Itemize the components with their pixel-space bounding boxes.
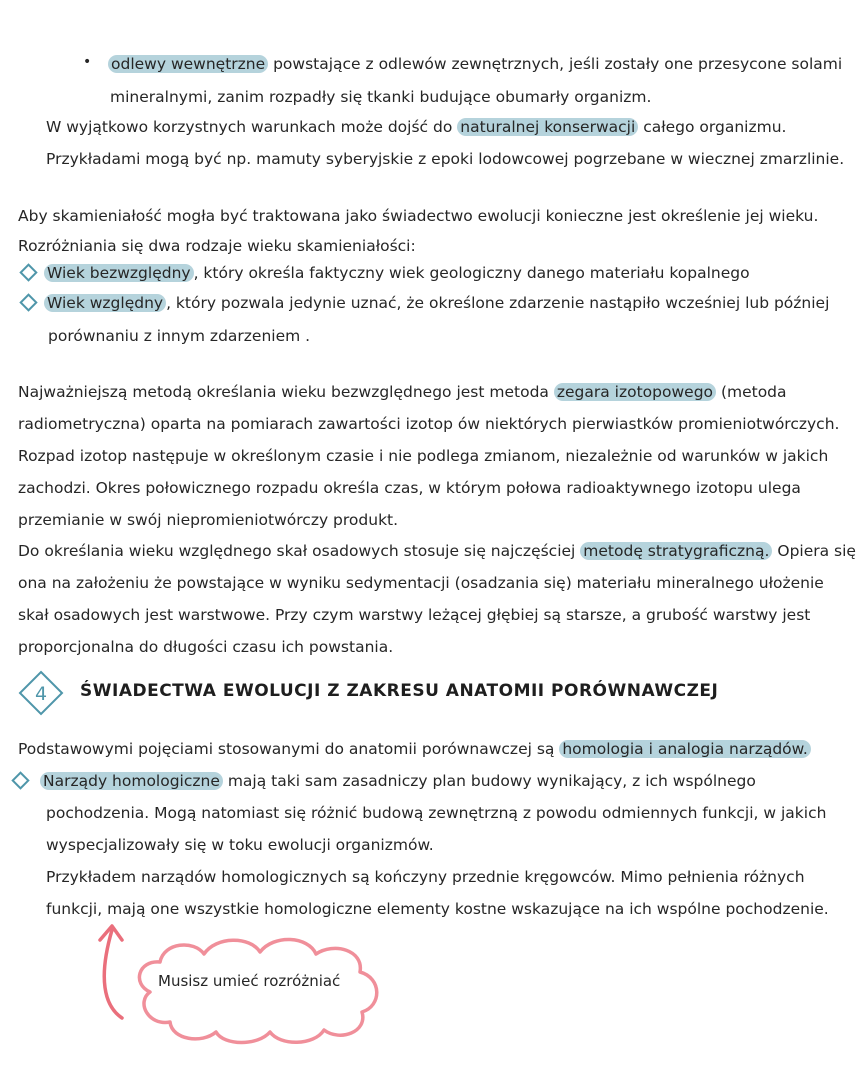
diamond-bullet-icon <box>19 293 37 311</box>
paragraph-line: wyspecjalizowały się w toku ewolucji organizmów. <box>46 836 434 854</box>
list-item-continuation: porównaniu z innym zdarzeniem . <box>48 327 311 345</box>
paragraph-line: ona na założeniu że powstające w wyniku sedymentacji (osadzania się) materiału mineralnego ułożenie <box>18 574 824 592</box>
text: Opiera się <box>772 542 856 560</box>
paragraph-line: skał osadowych jest warstwowe. Przy czym warstwy leżącej głębiej są starsze, a grubość warstwy jest <box>18 606 811 624</box>
paragraph-line: zachodzi. Okres połowicznego rozpadu określa czas, w którym połowa radioaktywnego izotopu ulega <box>18 479 801 497</box>
list-item <box>44 292 829 314</box>
text: Najważniejszą metodą określania wieku bezwzględnego jest metoda <box>18 383 554 401</box>
text: Do określania wieku względnego skał osadowych stosuje się najczęściej <box>18 542 581 560</box>
highlight-term: Narządy homologiczne <box>40 772 223 790</box>
paragraph-line: funkcji, mają one wszystkie homologiczne elementy kostne wskazujące na ich wspólne pochodzenie. <box>46 900 829 918</box>
text: , który określa faktyczny wiek geologiczny danego materiału kopalnego <box>193 264 750 282</box>
list-item <box>40 770 756 792</box>
text: W wyjątkowo korzystnych warunkach może dojść do <box>46 118 458 136</box>
paragraph-line: Rozpad izotop następuje w określonym czasie i nie podlega zmianom, niezależnie od warunków w jakich <box>18 447 829 465</box>
list-item <box>44 262 750 284</box>
bullet-line-1 <box>108 53 842 75</box>
text: całego organizmu. <box>638 118 787 136</box>
highlight-term: odlewy wewnętrzne <box>108 55 268 73</box>
highlight-term: metodę stratygraficzną. <box>580 542 772 560</box>
paragraph-line: radiometryczna) oparta na pomiarach zawartości izotop ów niektórych pierwiastków promieniotwórczych. <box>18 415 840 433</box>
paragraph-line <box>18 381 787 403</box>
highlight-term: zegara izotopowego <box>554 383 716 401</box>
paragraph-line: pochodzenia. Mogą natomiast się różnić budową zewnętrzną z powodu odmiennych funkcji, w jakich <box>46 804 827 822</box>
highlight-term: homologia i analogia narządów. <box>559 740 811 758</box>
cloud-callout-icon <box>120 928 390 1052</box>
diamond-bullet-icon <box>19 263 37 281</box>
bullet-dot: • <box>83 54 92 70</box>
diamond-bullet-icon <box>11 771 29 789</box>
paragraph-line: proporcjonalna do długości czasu ich powstania. <box>18 638 394 656</box>
paragraph-line: Przykładami mogą być np. mamuty syberyjskie z epoki lodowcowej pogrzebane w wiecznej zmarzlinie. <box>46 150 845 168</box>
highlight-term: naturalnej konserwacji <box>457 118 638 136</box>
text: (metoda <box>716 383 787 401</box>
paragraph-line <box>18 540 856 562</box>
paragraph-line: Przykładem narządów homologicznych są kończyny przednie kręgowców. Mimo pełnienia różnych <box>46 868 805 886</box>
paragraph-line: Rozróżniania się dwa rodzaje wieku skamieniałości: <box>18 237 416 255</box>
bullet-line-2: mineralnymi, zanim rozpadły się tkanki budujące obumarły organizm. <box>110 88 652 106</box>
section-number-diamond-icon <box>18 670 64 716</box>
text: mają taki sam zasadniczy plan budowy wynikający, z ich wspólnego <box>222 772 756 790</box>
text: powstające z odlewów zewnętrznych, jeśli zostały one przesycone solami <box>268 55 843 73</box>
section-heading: ŚWIADECTWA EWOLUCJI Z ZAKRESU ANATOMII PORÓWNAWCZEJ <box>80 681 719 701</box>
text: , który pozwala jedynie uznać, że określone zdarzenie nastąpiło wcześniej lub później <box>166 294 830 312</box>
paragraph-line: Aby skamieniałość mogła być traktowana jako świadectwo ewolucji konieczne jest określenie jej wieku. <box>18 207 819 225</box>
highlight-term: Wiek bezwzględny <box>44 264 194 282</box>
section-number: 4 <box>34 683 48 705</box>
text: Podstawowymi pojęciami stosowanymi do anatomii porównawczej są <box>18 740 560 758</box>
highlight-term: Wiek względny <box>44 294 166 312</box>
paragraph-line <box>46 116 786 138</box>
callout-text: Musisz umieć rozróżniać <box>158 972 341 990</box>
paragraph-line <box>18 738 811 760</box>
paragraph-line: przemianie w swój niepromieniotwórczy produkt. <box>18 511 399 529</box>
